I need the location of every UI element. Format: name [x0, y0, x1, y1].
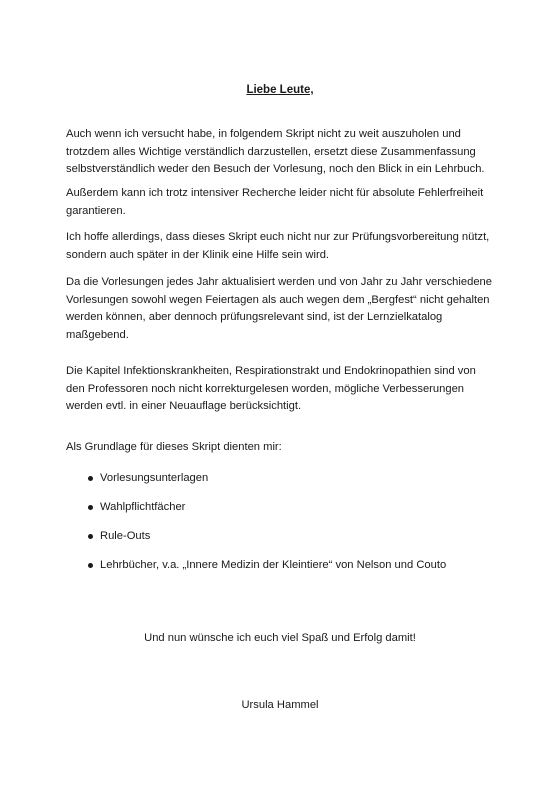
intro-paragraph [66, 126, 506, 179]
author-signature: Ursula Hammel [241, 699, 319, 711]
list-item [66, 557, 506, 586]
greeting-title: Liebe Leute, [246, 84, 314, 96]
chapters-paragraph [66, 363, 506, 416]
paragraph-line: Außerdem kann ich trotz intensiver Recherche leider nicht für absolute Fehlerfreiheit [66, 187, 484, 199]
paragraph-line: Da die Vorlesungen jedes Jahr aktualisiert werden und von Jahr zu Jahr verschiedene [66, 276, 492, 288]
list-item [66, 528, 506, 557]
list-item-text: Lehrbücher, v.a. „Innere Medizin der Kleintiere“ von Nelson und Couto [100, 559, 447, 571]
paragraph-line: garantieren. [66, 204, 126, 217]
list-item-text: Vorlesungsunterlagen [100, 472, 209, 484]
paragraph-line: sondern auch später in der Klinik eine Hilfe sein wird. [66, 248, 330, 261]
hope-paragraph [66, 229, 506, 264]
paragraph-line: werden evtl. in einer Neuauflage berücksichtigt. [66, 400, 302, 413]
paragraph-line: selbstverständlich weder den Besuch der Vorlesung, noch den Blick in ein Lehrbuch. [66, 163, 485, 176]
paragraph-line: Ich hoffe allerdings, dass dieses Skript euch nicht nur zur Prüfungsvorbereitung nützt, [66, 231, 490, 243]
bullet-icon [88, 476, 93, 481]
paragraph-line: trotzdem alles Wichtige verständlich darzustellen, ersetzt diese Zusammenfassung [66, 145, 476, 158]
paragraph-line: Die Kapitel Infektionskrankheiten, Respirationstrakt und Endokrinopathien sind von [66, 365, 476, 377]
sources-intro [66, 439, 506, 457]
paragraph-line: den Professoren noch nicht korrekturgelesen worden, mögliche Verbesserungen [66, 382, 465, 395]
bullet-icon [88, 563, 93, 568]
paragraph-line: Als Grundlage für dieses Skript dienten mir: [66, 441, 282, 453]
paragraph-line: maßgebend. [66, 328, 129, 341]
paragraph-line: Auch wenn ich versucht habe, in folgendem Skript nicht zu weit auszuholen und [66, 128, 461, 140]
disclaimer-paragraph [66, 185, 506, 220]
list-item [66, 470, 506, 499]
paragraph-line: Vorlesungen sowohl wegen Feiertagen als auch wegen dem „Bergfest“ nicht gehalten [66, 293, 490, 306]
curriculum-paragraph [66, 274, 506, 344]
list-item [66, 499, 506, 528]
paragraph-line: werden können, aber dennoch prüfungsrelevant sind, ist der Lernzielkatalog [66, 311, 443, 324]
list-item-text: Rule-Outs [100, 530, 151, 542]
list-item-text: Wahlpflichtfächer [100, 501, 186, 513]
bullet-icon [88, 534, 93, 539]
bullet-icon [88, 505, 93, 510]
sources-list [66, 470, 506, 586]
closing-line: Und nun wünsche ich euch viel Spaß und Erfolg damit! [144, 632, 416, 644]
